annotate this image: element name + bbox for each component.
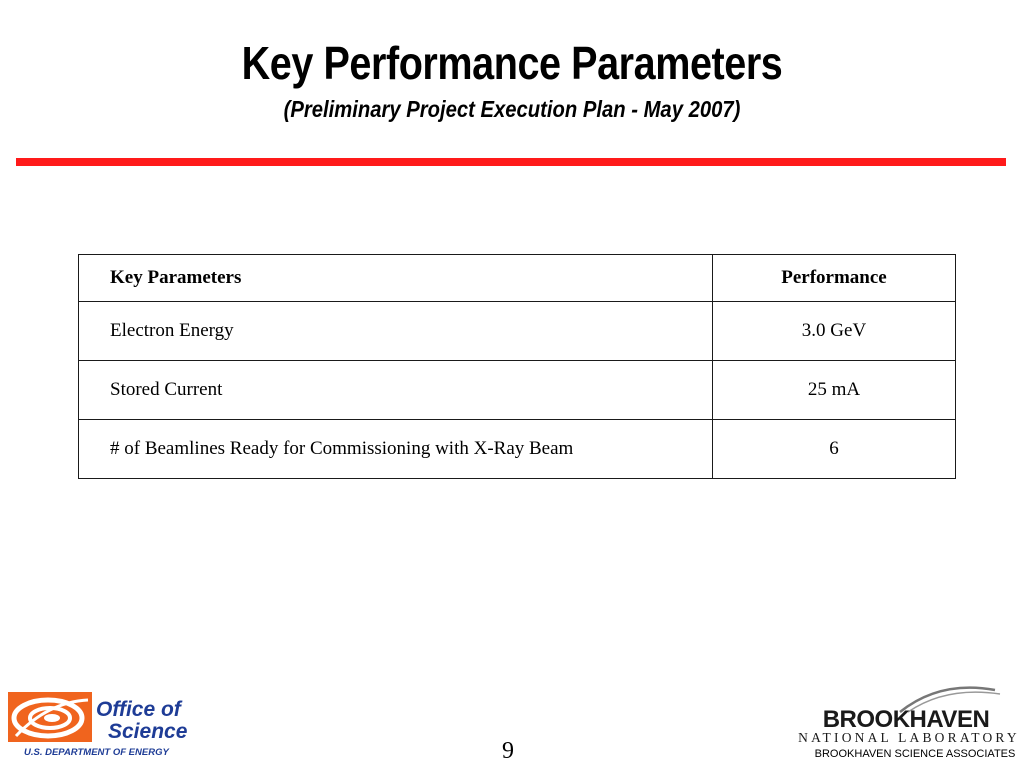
slide-title: Key Performance Parameters bbox=[241, 37, 783, 89]
brookhaven-logo bbox=[790, 684, 1020, 766]
parameter-cell: # of Beamlines Ready for Commissioning with X-Ray Beam bbox=[79, 420, 713, 479]
logo-text-line2: Science bbox=[108, 720, 188, 743]
table-header-row bbox=[79, 255, 956, 302]
title-divider bbox=[16, 158, 1006, 166]
page-number: 9 bbox=[502, 738, 514, 764]
logo-text-line3: U.S. DEPARTMENT OF ENERGY bbox=[24, 747, 169, 758]
doe-swirl-icon bbox=[8, 692, 213, 760]
header-performance: Performance bbox=[713, 255, 956, 302]
header-key-parameters: Key Parameters bbox=[79, 255, 713, 302]
performance-cell: 25 mA bbox=[713, 361, 956, 420]
key-parameters-table bbox=[78, 254, 956, 479]
doe-office-of-science-logo bbox=[8, 692, 213, 760]
table-row bbox=[79, 361, 956, 420]
table-row bbox=[79, 302, 956, 361]
performance-cell: 6 bbox=[713, 420, 956, 479]
performance-cell: 3.0 GeV bbox=[713, 302, 956, 361]
table-row bbox=[79, 420, 956, 479]
brookhaven-science-associates-text: BROOKHAVEN SCIENCE ASSOCIATES bbox=[814, 748, 1016, 760]
parameter-cell: Stored Current bbox=[79, 361, 713, 420]
national-laboratory-text: NATIONAL LABORATORY bbox=[798, 730, 1020, 745]
logo-text-line1: Office of bbox=[96, 698, 181, 721]
parameter-cell: Electron Energy bbox=[79, 302, 713, 361]
slide-subtitle: (Preliminary Project Execution Plan - May 2007) bbox=[283, 96, 741, 122]
brookhaven-wordmark: BROOKHAVEN bbox=[822, 706, 990, 733]
